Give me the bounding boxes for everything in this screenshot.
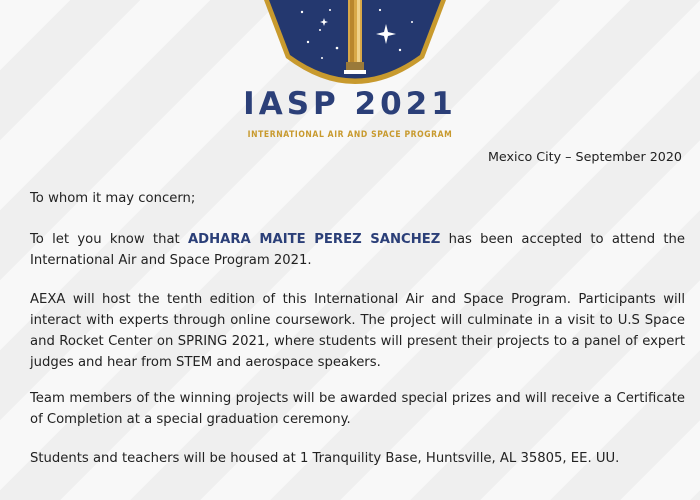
acceptance-text-before: To let you know that — [30, 232, 188, 247]
rocket-emblem-icon — [262, 0, 448, 88]
program-title: IASP 2021 — [243, 86, 457, 122]
student-name: ADHARA MAITE PEREZ SANCHEZ — [187, 232, 441, 247]
program-description-paragraph: AEXA will host the tenth edition of this International Air and Space Program. Participants will interact with experts through online coursework. The project will culminate in a visit to U.S Space and Rocket Center on SPRING 2021, where students will present their projects to a panel of expert judges and hear from STEM and aerospace speakers. — [30, 292, 685, 370]
acceptance-text-after: has been accepted to attend the International Air and Space Program 2021. — [30, 232, 685, 268]
acceptance-paragraph — [30, 229, 685, 271]
iasp-emblem — [262, 0, 448, 88]
salutation: To whom it may concern; — [30, 191, 196, 206]
place-date: Mexico City – September 2020 — [487, 149, 682, 164]
prizes-paragraph: Team members of the winning projects will be awarded special prizes and will receive a Certificate of Completion at a special graduation ceremony. — [30, 391, 685, 427]
housing-paragraph: Students and teachers will be housed at 1 Tranquility Base, Huntsville, AL 35805, EE. UU. — [30, 451, 620, 466]
program-subtitle: INTERNATIONAL AIR AND SPACE PROGRAM — [247, 130, 453, 140]
